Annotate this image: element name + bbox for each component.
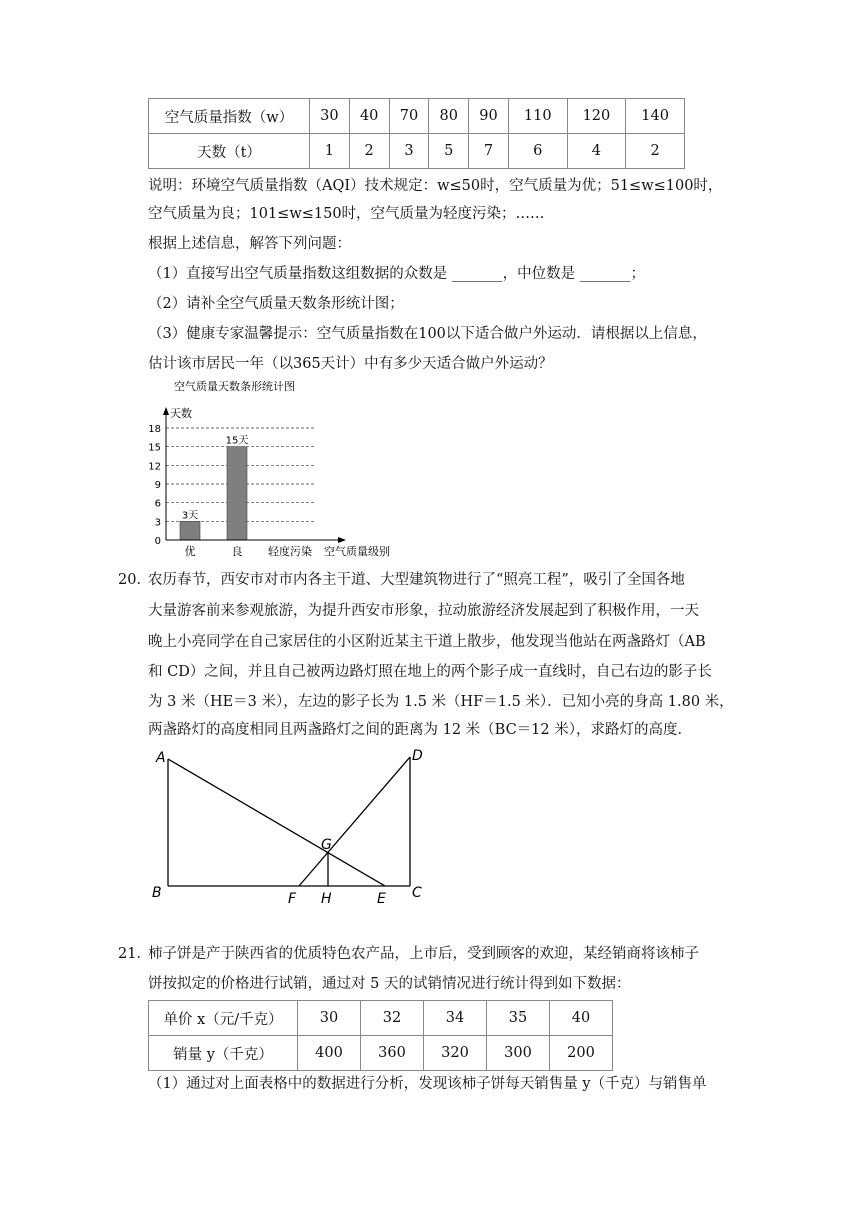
q21-line2: 饼按拟定的价格进行试销，通过对 5 天的试销情况进行统计得到如下数据：: [148, 976, 631, 992]
table-cell: 5: [429, 134, 469, 169]
point-label-D: D: [412, 748, 423, 764]
q20-line4: 和 CD）之间，并且自己被两边路灯照在地上的两个影子成一直线时，自己右边的影子长: [148, 664, 712, 680]
q19-part3-line1: （3）健康专家温馨提示：空气质量指数在100以下适合做户外运动．请根据以上信息，: [148, 326, 707, 342]
y-tick-label: 3: [154, 517, 161, 529]
q20-line3: 晚上小亮同学在自己家居住的小区附近某主干道上散步，他发现当他站在两盏路灯（AB: [148, 634, 706, 650]
point-label-A: A: [156, 750, 166, 766]
q20-number: 20．: [118, 572, 151, 588]
bar-data-label: 15天: [225, 435, 249, 447]
table-row: [149, 99, 685, 134]
x-tick-label: 良: [231, 545, 243, 558]
table-cell: 35: [487, 1001, 550, 1036]
table-row: [149, 134, 685, 169]
table-cell: 3: [389, 134, 429, 169]
y-tick-label: 0: [154, 536, 161, 547]
y-axis-arrow: [163, 407, 169, 415]
table-cell: 34: [424, 1001, 487, 1036]
table-cell: 320: [424, 1036, 487, 1071]
table-cell: 400: [298, 1036, 361, 1071]
price-sales-table: [148, 1000, 613, 1071]
x-tick-label: 轻度污染: [268, 545, 312, 558]
table-cell: 1: [310, 134, 350, 169]
q21-line1: 柿子饼是产于陕西省的优质特色农产品，上市后，受到顾客的欢迎，某经销商将该柿子: [148, 946, 699, 962]
y-tick-label: 18: [148, 424, 161, 435]
y-tick-label: 15: [148, 442, 161, 454]
table-cell: 120: [567, 99, 626, 134]
table-cell: 2: [349, 134, 389, 169]
table-header-cell: 空气质量指数（w）: [149, 99, 310, 134]
q19-note-line2: 空气质量为良；101≤w≤150时，空气质量为轻度污染；……: [148, 206, 545, 222]
y-tick-label: 9: [154, 480, 161, 491]
table-cell: 40: [349, 99, 389, 134]
table-cell: 200: [550, 1036, 613, 1071]
chart-bars: [180, 435, 248, 540]
table-cell: 2: [626, 134, 685, 169]
q19-part2: （2）请补全空气质量天数条形统计图；: [148, 296, 404, 312]
point-label-B: B: [152, 885, 162, 901]
streetlight-diagram: [140, 740, 440, 910]
table-row: [149, 1001, 613, 1036]
q20-line5: 为 3 米（HE＝3 米），左边的影子长为 1.5 米（HF＝1.5 米）．已知小亮的身高 1.80 米，: [148, 694, 734, 710]
bar: [227, 447, 247, 540]
bar: [180, 521, 200, 540]
point-label-E: E: [377, 891, 386, 907]
chart-title: 空气质量天数条形统计图: [174, 380, 295, 393]
table-cell: 32: [361, 1001, 424, 1036]
q20-line2: 大量游客前来参观旅游，为提升西安市形象，拉动旅游经济发展起到了积极作用，一天: [148, 603, 699, 619]
aqi-table: [148, 98, 685, 169]
q19-intro: 根据上述信息，解答下列问题：: [148, 236, 351, 252]
table-cell: 70: [389, 99, 429, 134]
point-label-C: C: [412, 885, 422, 901]
x-tick-label: 优: [184, 545, 196, 558]
x-axis-label: 空气质量级别: [324, 545, 390, 558]
q20-line6: 两盏路灯的高度相同且两盏路灯之间的距离为 12 米（BC＝12 米），求路灯的高度．: [148, 722, 692, 738]
segment-AE: [168, 759, 385, 886]
table-cell: 30: [310, 99, 350, 134]
table-cell: 360: [361, 1036, 424, 1071]
table-cell: 40: [550, 1001, 613, 1036]
table-cell: 110: [508, 99, 567, 134]
table-cell: 90: [469, 99, 509, 134]
table-cell: 30: [298, 1001, 361, 1036]
table-header-cell: 销量 y（千克）: [149, 1036, 298, 1071]
air-quality-bar-chart: [140, 375, 410, 560]
x-axis-arrow: [338, 537, 346, 543]
point-label-G: G: [321, 837, 332, 853]
table-cell: 80: [429, 99, 469, 134]
bar-data-label: 3天: [181, 510, 199, 522]
q19-part1: （1）直接写出空气质量指数这组数据的众数是 _______，中位数是 _______；: [148, 266, 645, 282]
table-header-cell: 天数（t）: [149, 134, 310, 169]
table-cell: 140: [626, 99, 685, 134]
point-label-H: H: [321, 891, 332, 907]
table-cell: 7: [469, 134, 509, 169]
table-row: [149, 1036, 613, 1071]
q21-part1: （1）通过对上面表格中的数据进行分析，发现该柿子饼每天销售量 y（千克）与销售单: [148, 1076, 707, 1092]
segment-DF: [299, 757, 410, 886]
q21-number: 21．: [118, 946, 151, 962]
table-header-cell: 单价 x（元/千克）: [149, 1001, 298, 1036]
y-tick-label: 12: [148, 461, 161, 473]
table-cell: 300: [487, 1036, 550, 1071]
q19-note-line1: 说明：环境空气质量指数（AQI）技术规定：w≤50时，空气质量为优；51≤w≤100时，: [148, 178, 723, 194]
chart-x-labels: [185, 544, 313, 558]
chart-y-ticks: [148, 424, 161, 547]
point-label-F: F: [288, 891, 297, 907]
y-axis-label: 天数: [170, 407, 192, 420]
table-cell: 4: [567, 134, 626, 169]
q20-line1: 农历春节，西安市对市内各主干道、大型建筑物进行了“照亮工程”，吸引了全国各地: [148, 572, 685, 588]
table-cell: 6: [508, 134, 567, 169]
y-tick-label: 6: [154, 498, 161, 510]
q19-part3-line2: 估计该市居民一年（以365天计）中有多少天适合做户外运动？: [148, 356, 553, 372]
